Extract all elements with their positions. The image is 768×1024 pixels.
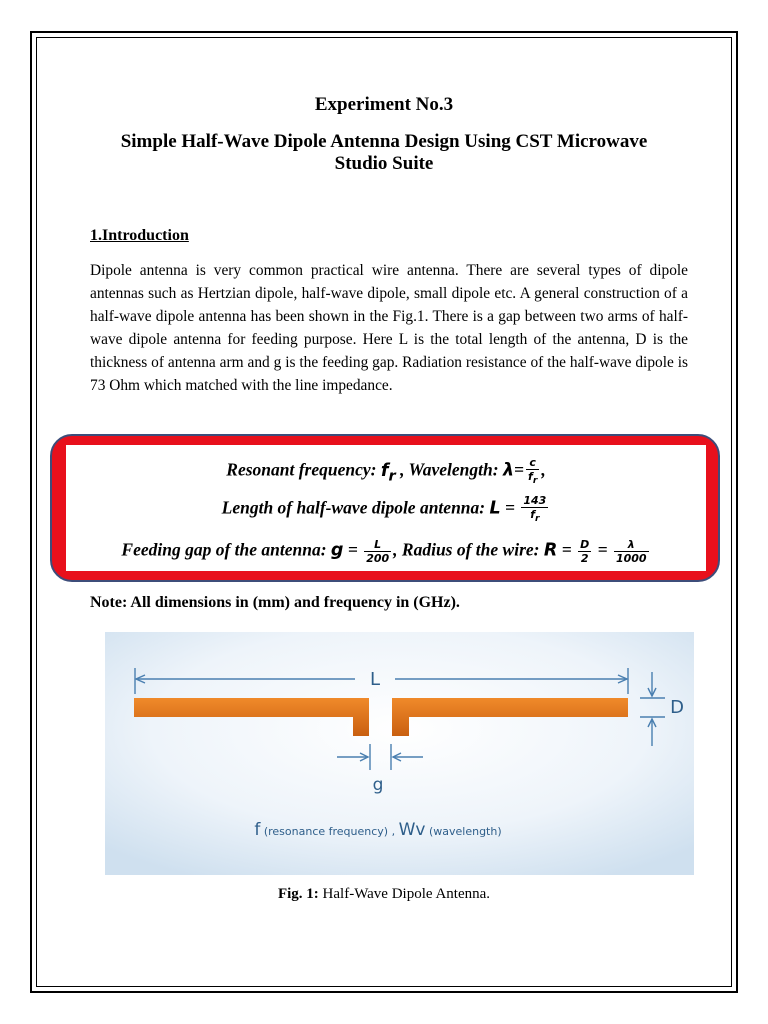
sub-r: r bbox=[535, 513, 540, 525]
equals: = bbox=[343, 539, 363, 560]
formula-label: Resonant frequency: bbox=[226, 459, 381, 480]
formula-var bbox=[380, 460, 396, 485]
legend-f-text: (resonance frequency) , bbox=[260, 825, 399, 838]
intro-paragraph: Dipole antenna is very common practical wire antenna. There are several types of dipole antennas such as Hertzian dipole, half-wave dipole, small dipole etc. A general construction of a half-wave dipole antenna has been shown in the Fig.1. There is a gap between two arms of half-wave dipole antenna for feeding purpose. Here L is the total length of the antenna, D is the thickness of antenna arm and g is the feeding gap. Radiation resistance of the half-wave dipole is 73 Ohm which matched with the line impedance. bbox=[90, 262, 688, 394]
equals: = bbox=[593, 539, 612, 560]
legend-wv-text: (wavelength) bbox=[425, 825, 502, 838]
formula-line-2 bbox=[66, 494, 706, 525]
experiment-title: Experiment No.3 bbox=[314, 94, 454, 115]
subtitle-line2: Studio Suite bbox=[334, 153, 434, 174]
section-heading: 1.Introduction bbox=[90, 227, 189, 244]
var-f: f bbox=[528, 470, 533, 483]
legend-f: f bbox=[254, 820, 261, 840]
label-L: L bbox=[369, 669, 381, 690]
note-text: Note: All dimensions in (mm) and frequency in (GHz). bbox=[90, 594, 460, 611]
denominator bbox=[521, 508, 548, 525]
denominator: 2 bbox=[580, 552, 589, 565]
subtitle-line1: Simple Half-Wave Dipole Antenna Design Using CST Microwave bbox=[120, 131, 648, 152]
formula-label: , Radius of the wire: bbox=[393, 539, 544, 560]
denominator: 200 bbox=[366, 552, 390, 565]
caption-text: Half-Wave Dipole Antenna. bbox=[318, 886, 491, 902]
sub-r: r bbox=[388, 467, 396, 485]
comma: , bbox=[541, 459, 546, 480]
equals: = bbox=[557, 539, 577, 560]
dipole-diagram bbox=[105, 632, 694, 875]
numerator: L bbox=[364, 538, 391, 552]
formula-line-1 bbox=[66, 456, 706, 487]
var-lambda: λ bbox=[502, 460, 515, 481]
sub-r: r bbox=[532, 475, 538, 487]
var-L: L bbox=[489, 498, 501, 519]
fraction-c-over-fr bbox=[526, 456, 539, 487]
fraction-L-over-200 bbox=[364, 538, 391, 565]
fraction-lambda-over-1000 bbox=[614, 538, 649, 565]
formula-line-3 bbox=[66, 538, 706, 565]
denominator bbox=[526, 470, 539, 487]
formula-label: , Wavelength: bbox=[395, 459, 503, 480]
fraction-D-over-2 bbox=[578, 538, 591, 565]
numerator: D bbox=[580, 538, 590, 551]
equals: = bbox=[514, 459, 525, 480]
fraction-143-over-fr bbox=[521, 494, 548, 525]
figure-caption bbox=[60, 886, 708, 903]
numerator: λ bbox=[614, 538, 649, 552]
var-f: f bbox=[530, 508, 535, 521]
numerator: 143 bbox=[523, 494, 547, 507]
var-g: g bbox=[330, 540, 344, 561]
denominator: 1000 bbox=[615, 552, 647, 565]
label-D: D bbox=[670, 697, 684, 718]
equals: = bbox=[500, 497, 520, 518]
formula-label: Length of half-wave dipole antenna: bbox=[221, 497, 490, 518]
label-g: g bbox=[372, 775, 384, 795]
legend-wv: Wv bbox=[398, 820, 426, 840]
var-f: f bbox=[380, 460, 389, 481]
formula-label: Feeding gap of the antenna: bbox=[121, 539, 331, 560]
var-R: R bbox=[543, 540, 558, 561]
caption-prefix: Fig. 1: bbox=[277, 886, 319, 902]
dipole-figure bbox=[105, 632, 694, 875]
document-subtitle bbox=[60, 131, 708, 175]
numerator: c bbox=[526, 456, 539, 470]
